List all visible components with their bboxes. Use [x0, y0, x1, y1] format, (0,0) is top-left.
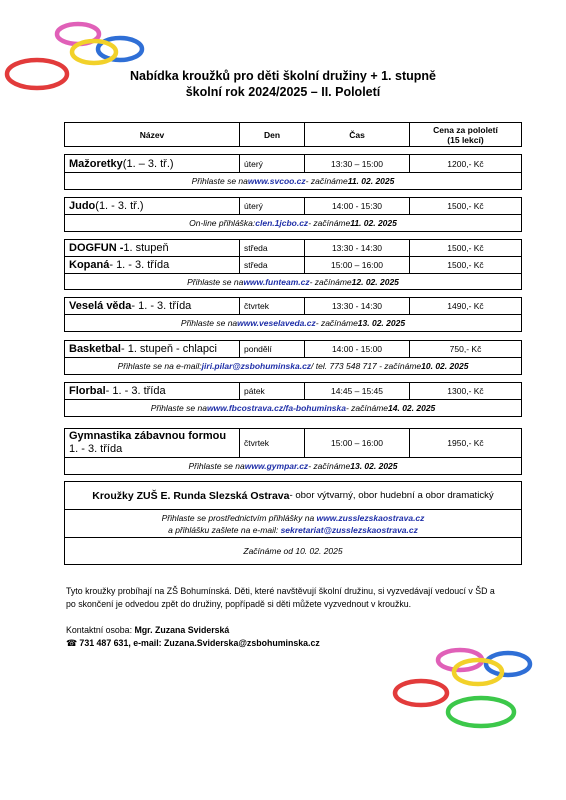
signup-link[interactable]: www.gympar.cz — [244, 461, 309, 471]
rings-bottom-right-decoration — [385, 640, 560, 740]
club-basketbal — [64, 340, 522, 375]
club-signup-note: Přihlaste se na www.fbcostrava.cz/fa-bohuminska - začínáme 14. 02. 2025 — [150, 403, 436, 413]
club-signup-note: Přihlaste se na www.funteam.cz - začínáme 12. 02. 2025 — [187, 276, 399, 287]
page-title — [0, 68, 566, 100]
header-price-sub: (15 lekcí) — [447, 134, 484, 145]
club-price: 1300,- Kč — [447, 386, 484, 396]
contact-name: Mgr. Zuzana Sviderská — [134, 625, 230, 635]
zus-heading-rest: - obor výtvarný, obor hudební a obor dramatický — [289, 490, 494, 501]
club-day: úterý — [240, 198, 305, 214]
phone-icon: ☎ — [66, 638, 77, 648]
zus-start-date: Začínáme od 10. 02. 2025 — [243, 546, 343, 556]
header-time: Čas — [305, 123, 410, 146]
zus-section — [64, 481, 522, 565]
contact-line: Kontaktní osoba: Mgr. Zuzana Sviderská — [66, 625, 230, 635]
club-name: Gymnastika zábavnou formou 1. - 3. třída — [65, 429, 240, 457]
club-signup-note: Přihlaste se na www.gympar.cz - začínáme 13. 02. 2025 — [188, 461, 398, 471]
title-line-1: Nabídka kroužků pro děti školní družiny + 1. stupně — [130, 69, 436, 83]
footer-info — [66, 585, 506, 611]
header-price-label: Cena za pololetí — [433, 124, 498, 135]
club-signup-note: On-line přihláška: clen.1jcbo.cz - začínáme 11. 02. 2025 — [189, 218, 397, 228]
club-price: 1500,- Kč — [447, 260, 484, 270]
club-price: 1490,- Kč — [447, 301, 484, 311]
club-name: Mažoretky (1. – 3. tř.) — [65, 155, 240, 172]
zus-heading-title: Kroužky ZUŠ E. Runda Slezská Ostrava — [92, 489, 290, 502]
club-judo — [64, 197, 522, 232]
phone-email-text: 731 487 631, e-mail: Zuzana.Sviderska@zsbohuminska.cz — [79, 638, 320, 648]
club-signup-note: Přihlaste se na www.veselaveda.cz - začínáme 13. 02. 2025 — [180, 318, 406, 328]
club-name: Florbal - 1. - 3. třída — [65, 383, 240, 399]
club-dogfun-kopana — [64, 239, 522, 290]
club-day: středa — [240, 240, 305, 256]
club-price: 1500,- Kč — [447, 243, 484, 253]
club-florbal — [64, 382, 522, 417]
club-time: 13:30 – 15:00 — [305, 155, 410, 172]
club-majoretky — [64, 154, 522, 190]
club-name: Kopaná - 1. - 3. třída — [65, 257, 240, 273]
signup-link[interactable]: www.svcoo.cz — [247, 176, 306, 186]
signup-link[interactable]: www.veselaveda.cz — [237, 318, 316, 328]
phone-line — [66, 637, 506, 650]
club-day: pátek — [240, 383, 305, 399]
club-time: 14:45 – 15:45 — [305, 383, 410, 399]
club-day: čtvrtek — [240, 429, 305, 457]
club-name: Basketbal - 1. stupeň - chlapci — [65, 341, 240, 357]
header-name: Název — [65, 123, 240, 146]
header-day: Den — [240, 123, 305, 146]
club-time: 15:00 – 16:00 — [305, 257, 410, 273]
club-price: 1950,- Kč — [447, 438, 484, 448]
zus-web-link[interactable]: www.zusslezskaostrava.cz — [316, 512, 425, 523]
signup-link[interactable]: clen.1jcbo.cz — [255, 218, 309, 228]
zus-signup-note: Přihlaste se prostřednictvím přihlášky na www.zusslezskaostrava.cz a přihlášku zašlete na e-mail: sekretariat@zusslezskaostrava.cz — [161, 512, 425, 535]
club-day: úterý — [240, 155, 305, 172]
table-header — [64, 122, 522, 147]
club-name: Veselá věda - 1. - 3. třída — [65, 298, 240, 314]
signup-link[interactable]: www.funteam.cz — [243, 276, 310, 287]
club-time: 14:00 - 15:00 — [305, 341, 410, 357]
club-price: 1200,- Kč — [447, 158, 484, 169]
club-time: 14:00 - 15:30 — [305, 198, 410, 214]
footer-paragraph: Tyto kroužky probíhají na ZŠ Bohumínská. Děti, které navštěvují školní družinu, si vyzvedávají vedoucí v ŠD a po skončení je odvedou zpět do družiny, popřípadě si děti můžete vyzvednout v kroužku. — [66, 586, 495, 609]
club-price: 1500,- Kč — [447, 201, 484, 211]
zus-email-link[interactable]: sekretariat@zusslezskaostrava.cz — [280, 524, 418, 535]
club-signup-note: Přihlaste se na e-mail: jiri.pilar@zsbohuminska.cz / tel. 773 548 717 - začínáme 10. 02. 2025 — [117, 361, 469, 371]
header-price — [410, 123, 521, 146]
club-time: 13:30 - 14:30 — [305, 240, 410, 256]
club-day: středa — [240, 257, 305, 273]
club-time: 15:00 – 16:00 — [305, 429, 410, 457]
club-name: Judo (1. - 3. tř.) — [65, 198, 240, 214]
club-day: pondělí — [240, 341, 305, 357]
club-gymnastika — [64, 428, 522, 475]
title-line-2: školní rok 2024/2025 – II. Pololetí — [185, 85, 381, 99]
club-day: čtvrtek — [240, 298, 305, 314]
club-name: DOGFUN - 1. stupeň — [65, 240, 240, 256]
club-price: 750,- Kč — [449, 344, 482, 354]
club-time: 13:30 - 14:30 — [305, 298, 410, 314]
club-vesela-veda — [64, 297, 522, 332]
club-signup-note: Přihlaste se na www.svcoo.cz - začínáme 11. 02. 2025 — [191, 176, 395, 186]
signup-email-link[interactable]: jiri.pilar@zsbohuminska.cz — [201, 361, 312, 371]
footer-contact — [66, 624, 506, 650]
zus-heading — [65, 482, 521, 509]
signup-link[interactable]: www.fbcostrava.cz/fa-bohuminska — [206, 403, 346, 413]
